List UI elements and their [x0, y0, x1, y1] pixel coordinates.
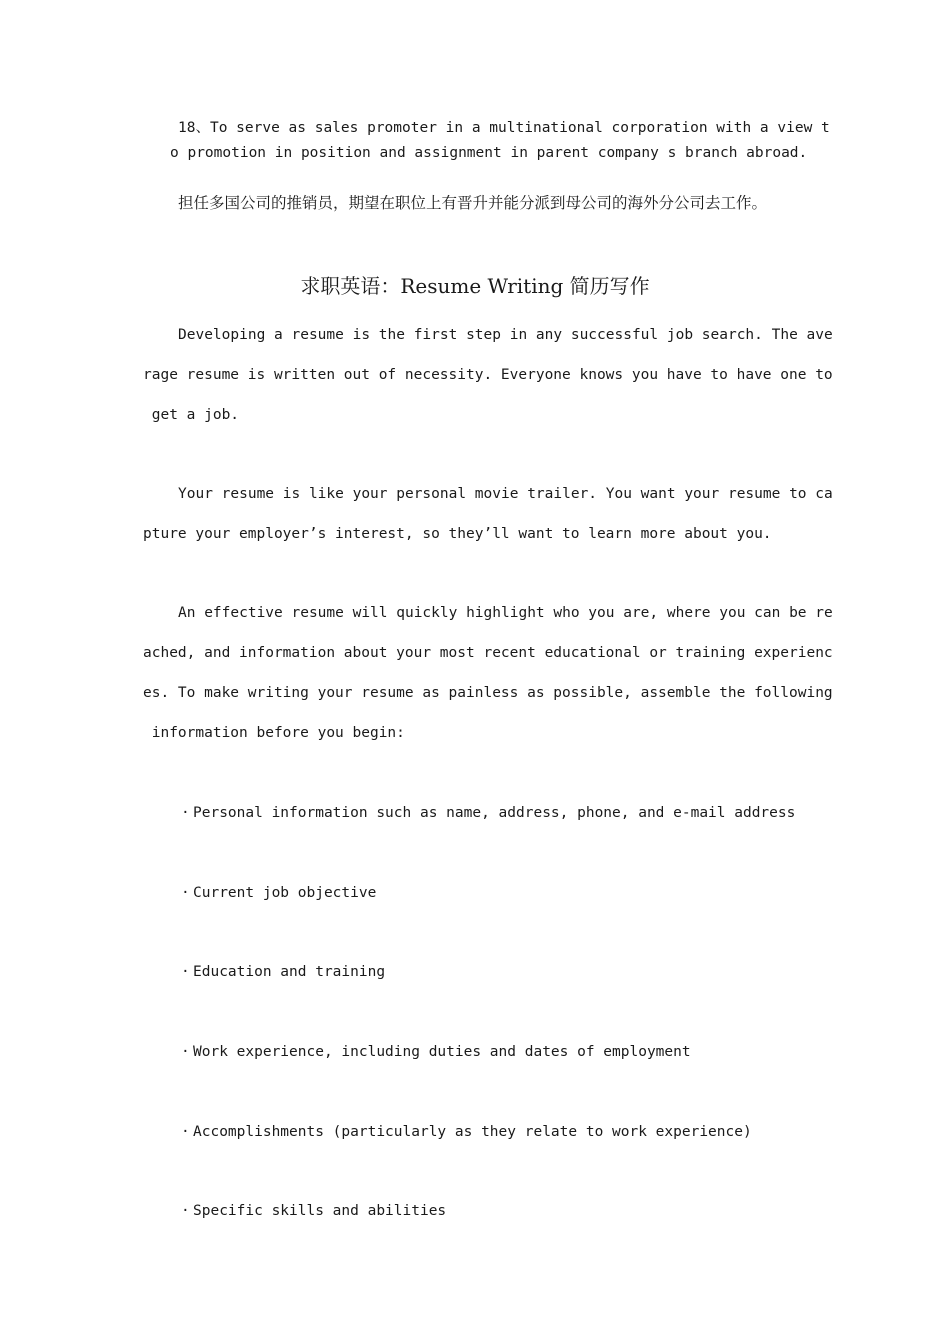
section-title: 求职英语：Resume Writing 简历写作: [300, 274, 650, 298]
item18-line-1: 18、To serve as sales promoter in a multinational corporation with a view t: [178, 120, 830, 136]
bullet-text: Personal information such as name, address, phone, and e-mail address: [193, 805, 796, 821]
bullet-text: Work experience, including duties and dates of employment: [193, 1044, 691, 1060]
bullet-text: Accomplishments (particularly as they relate to work experience): [193, 1124, 752, 1140]
item18-line-2: o promotion in position and assignment in parent company s branch abroad.: [170, 145, 808, 161]
bullet-icon: ·: [181, 1203, 190, 1219]
paragraph-3-line-2: ached, and information about your most recent educational or training experienc: [143, 645, 833, 661]
bullet-text: Specific skills and abilities: [193, 1203, 447, 1219]
paragraph-1-line-2: rage resume is written out of necessity. Everyone knows you have to have one to: [143, 367, 833, 383]
bullet-icon: ·: [181, 964, 190, 980]
bullet-item: [181, 883, 376, 903]
bullet-item: [181, 1201, 446, 1221]
bullet-icon: ·: [181, 1044, 190, 1060]
bullet-text: Current job objective: [193, 885, 377, 901]
bullet-text: Education and training: [193, 964, 386, 980]
bullet-item: [181, 962, 385, 982]
item18-translation: 担任多国公司的推销员，期望在职位上有晋升并能分派到母公司的海外分公司去工作。: [178, 194, 768, 212]
bullet-icon: ·: [181, 885, 190, 901]
paragraph-1-line-3: get a job.: [143, 407, 240, 423]
bullet-item: [181, 1042, 691, 1062]
bullet-icon: ·: [181, 1124, 190, 1140]
bullet-icon: ·: [181, 805, 190, 821]
paragraph-1-line-1: Developing a resume is the first step in any successful job search. The ave: [178, 327, 833, 343]
paragraph-3-line-1: An effective resume will quickly highlight who you are, where you can be re: [178, 605, 833, 621]
paragraph-2-line-1: Your resume is like your personal movie trailer. You want your resume to ca: [178, 486, 833, 502]
paragraph-3-line-4: information before you begin:: [143, 725, 405, 741]
paragraph-2-line-2: pture your employer’s interest, so they’ll want to learn more about you.: [143, 526, 772, 542]
bullet-item: [181, 1122, 752, 1142]
paragraph-3-line-3: es. To make writing your resume as painless as possible, assemble the following: [143, 685, 833, 701]
bullet-item: [181, 803, 795, 823]
